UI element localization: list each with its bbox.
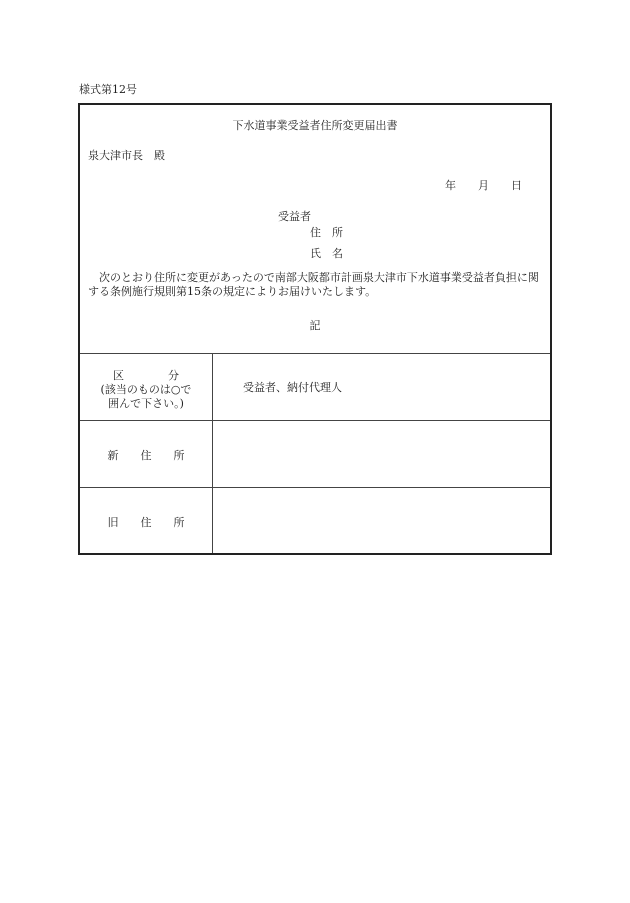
applicant-label: 受益者 [278, 210, 311, 223]
category-hint-line1: (該当のものは○で [100, 383, 192, 396]
body-text: 次のとおり住所に変更があったので南部大阪都市計画泉大津市下水道事業受益者負担に関する条例施行規則第15条の規定によりお届けいたします。 [88, 271, 539, 298]
applicant-address-label: 住 所 [310, 226, 343, 239]
category-hint-line2: 囲んで下さい。) [108, 397, 184, 410]
addressee: 泉大津市長 殿 [88, 149, 165, 162]
document-title: 下水道事業受益者住所変更届出書 [232, 119, 398, 132]
new-address-field[interactable] [213, 421, 550, 487]
old-address-label: 旧 住 所 [107, 516, 185, 529]
date-year-label: 年 [445, 179, 456, 192]
date-day-label: 日 [511, 179, 522, 192]
date-month-label: 月 [478, 179, 489, 192]
category-label-cell [80, 369, 212, 411]
form-number: 様式第12号 [79, 83, 137, 96]
ki-heading: 記 [309, 319, 321, 332]
category-label: 区 分 [113, 369, 179, 382]
applicant-name-label: 氏 名 [310, 247, 343, 260]
form-box [78, 103, 552, 555]
date-line [421, 177, 522, 193]
category-options: 受益者、納付代理人 [243, 380, 342, 394]
new-address-label: 新 住 所 [107, 449, 185, 462]
old-address-field[interactable] [213, 488, 550, 553]
category-value-cell[interactable] [213, 353, 550, 420]
